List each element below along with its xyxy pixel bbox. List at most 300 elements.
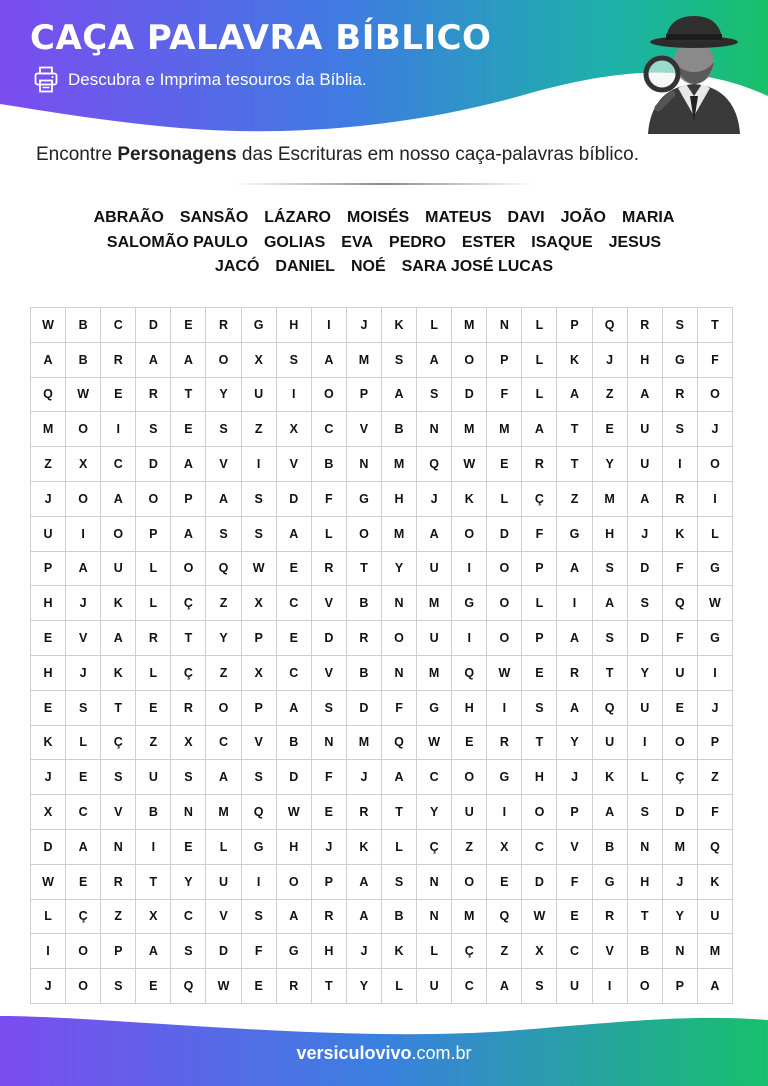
grid-cell: Z — [452, 830, 487, 865]
grid-cell: S — [522, 969, 557, 1004]
grid-cell: E — [31, 621, 66, 656]
grid-cell: V — [66, 621, 101, 656]
grid-cell: U — [31, 517, 66, 552]
grid-cell: Y — [628, 656, 663, 691]
grid-cell: L — [487, 482, 522, 517]
grid-cell: D — [277, 482, 312, 517]
grid-cell: F — [382, 691, 417, 726]
grid-cell: H — [277, 308, 312, 343]
grid-cell: R — [206, 308, 241, 343]
grid-cell: Ç — [522, 482, 557, 517]
grid-cell: M — [452, 900, 487, 935]
grid-cell: U — [206, 865, 241, 900]
word-list-item: SANSÃO — [179, 209, 249, 226]
grid-cell: E — [522, 656, 557, 691]
grid-cell: J — [312, 830, 347, 865]
grid-cell: Y — [557, 726, 592, 761]
grid-cell: E — [66, 760, 101, 795]
grid-cell: T — [557, 412, 592, 447]
grid-cell: L — [382, 969, 417, 1004]
grid-cell: J — [347, 934, 382, 969]
grid-cell: L — [206, 830, 241, 865]
intro-after: das Escrituras em nosso caça-palavras bíblico. — [236, 144, 639, 165]
grid-cell: S — [593, 552, 628, 587]
grid-cell: P — [698, 726, 733, 761]
grid-cell: W — [206, 969, 241, 1004]
grid-cell: O — [66, 482, 101, 517]
grid-cell: J — [31, 760, 66, 795]
grid-cell: R — [347, 795, 382, 830]
grid-cell: P — [136, 517, 171, 552]
grid-cell: P — [557, 795, 592, 830]
grid-cell: H — [382, 482, 417, 517]
grid-cell: X — [277, 412, 312, 447]
grid-cell: M — [31, 412, 66, 447]
grid-cell: R — [628, 308, 663, 343]
grid-cell: P — [242, 621, 277, 656]
grid-cell: Ç — [452, 934, 487, 969]
word-list — [40, 206, 728, 280]
grid-cell: E — [136, 969, 171, 1004]
grid-cell: S — [312, 691, 347, 726]
grid-cell: A — [417, 517, 452, 552]
grid-cell: W — [487, 656, 522, 691]
grid-cell: V — [593, 934, 628, 969]
grid-cell: C — [101, 308, 136, 343]
grid-cell: C — [101, 447, 136, 482]
grid-cell: N — [417, 900, 452, 935]
grid-cell: Y — [417, 795, 452, 830]
grid-cell: Ç — [66, 900, 101, 935]
word-list-item: ISAQUE — [531, 233, 593, 251]
grid-cell: U — [417, 969, 452, 1004]
grid-cell: V — [312, 656, 347, 691]
grid-cell: C — [417, 760, 452, 795]
grid-cell: O — [382, 621, 417, 656]
grid-cell: A — [277, 900, 312, 935]
grid-cell: R — [136, 378, 171, 413]
grid-cell: N — [487, 308, 522, 343]
grid-cell: O — [487, 586, 522, 621]
word-list-item: SARA JOSÉ LUCAS — [401, 258, 554, 275]
grid-cell: Q — [452, 656, 487, 691]
grid-cell: T — [698, 308, 733, 343]
grid-cell: E — [31, 691, 66, 726]
grid-cell: F — [242, 934, 277, 969]
grid-cell: E — [101, 378, 136, 413]
grid-cell: E — [171, 412, 206, 447]
grid-cell: E — [136, 691, 171, 726]
grid-cell: I — [628, 726, 663, 761]
grid-cell: X — [242, 343, 277, 378]
grid-cell: F — [663, 552, 698, 587]
footer-url[interactable] — [0, 1043, 768, 1064]
word-list-item: DAVI — [507, 209, 545, 226]
grid-cell: J — [347, 308, 382, 343]
grid-cell: L — [136, 656, 171, 691]
grid-cell: S — [382, 865, 417, 900]
grid-cell: I — [487, 691, 522, 726]
grid-cell: T — [101, 691, 136, 726]
grid-cell: Ç — [171, 656, 206, 691]
grid-cell: S — [242, 517, 277, 552]
grid-cell: I — [487, 795, 522, 830]
grid-cell: A — [628, 378, 663, 413]
grid-cell: A — [66, 552, 101, 587]
grid-cell: A — [557, 378, 592, 413]
grid-cell: J — [663, 865, 698, 900]
grid-cell: E — [171, 308, 206, 343]
grid-cell: R — [557, 656, 592, 691]
grid-cell: P — [31, 552, 66, 587]
grid-cell: Z — [136, 726, 171, 761]
grid-cell: Q — [242, 795, 277, 830]
grid-cell: J — [66, 656, 101, 691]
grid-cell: J — [698, 412, 733, 447]
grid-cell: A — [136, 934, 171, 969]
grid-cell: U — [628, 412, 663, 447]
grid-cell: S — [242, 760, 277, 795]
grid-cell: M — [663, 830, 698, 865]
grid-cell: L — [417, 934, 452, 969]
grid-cell: O — [487, 621, 522, 656]
grid-cell: D — [487, 517, 522, 552]
word-list-item: JESUS — [608, 233, 662, 251]
grid-cell: V — [557, 830, 592, 865]
grid-cell: D — [452, 378, 487, 413]
word-list-item: MOISÉS — [346, 209, 410, 226]
grid-cell: P — [487, 343, 522, 378]
grid-cell: S — [206, 412, 241, 447]
grid-cell: U — [136, 760, 171, 795]
grid-cell: I — [663, 447, 698, 482]
grid-cell: M — [347, 343, 382, 378]
grid-cell: O — [66, 969, 101, 1004]
grid-cell: H — [593, 517, 628, 552]
grid-cell: G — [663, 343, 698, 378]
subtitle-text: Descubra e Imprima tesouros da Bíblia. — [68, 70, 367, 89]
grid-cell: A — [312, 343, 347, 378]
grid-cell: C — [277, 656, 312, 691]
grid-cell: B — [347, 586, 382, 621]
divider-line — [234, 183, 534, 185]
grid-cell: W — [242, 552, 277, 587]
grid-cell: B — [382, 900, 417, 935]
grid-cell: D — [277, 760, 312, 795]
grid-cell: V — [312, 586, 347, 621]
grid-cell: N — [101, 830, 136, 865]
grid-cell: Z — [698, 760, 733, 795]
grid-cell: H — [522, 760, 557, 795]
grid-cell: S — [628, 795, 663, 830]
grid-cell: C — [171, 900, 206, 935]
grid-cell: Z — [557, 482, 592, 517]
grid-cell: I — [136, 830, 171, 865]
grid-cell: Z — [31, 447, 66, 482]
grid-cell: P — [101, 934, 136, 969]
grid-cell: G — [452, 586, 487, 621]
grid-cell: H — [452, 691, 487, 726]
grid-cell: N — [628, 830, 663, 865]
grid-cell: P — [242, 691, 277, 726]
grid-cell: B — [347, 656, 382, 691]
grid-cell: J — [66, 586, 101, 621]
grid-cell: U — [628, 691, 663, 726]
grid-cell: P — [312, 865, 347, 900]
grid-cell: K — [101, 656, 136, 691]
grid-cell: V — [101, 795, 136, 830]
grid-cell: K — [452, 482, 487, 517]
grid-cell: D — [206, 934, 241, 969]
grid-cell: A — [101, 621, 136, 656]
word-list-line — [40, 206, 728, 231]
grid-cell: A — [136, 343, 171, 378]
grid-cell: D — [312, 621, 347, 656]
grid-cell: M — [698, 934, 733, 969]
grid-cell: Q — [698, 830, 733, 865]
grid-cell: G — [698, 552, 733, 587]
grid-cell: J — [417, 482, 452, 517]
grid-cell: L — [522, 378, 557, 413]
grid-cell: L — [136, 586, 171, 621]
grid-cell: A — [557, 552, 592, 587]
grid-cell: R — [171, 691, 206, 726]
word-list-item: LÁZARO — [264, 209, 331, 226]
grid-cell: S — [242, 482, 277, 517]
grid-cell: K — [663, 517, 698, 552]
grid-cell: N — [171, 795, 206, 830]
grid-cell: J — [557, 760, 592, 795]
grid-cell: S — [242, 900, 277, 935]
grid-cell: I — [452, 621, 487, 656]
grid-cell: J — [698, 691, 733, 726]
grid-cell: A — [698, 969, 733, 1004]
word-list-item: EVA — [341, 233, 374, 251]
grid-cell: G — [242, 830, 277, 865]
grid-cell: V — [206, 900, 241, 935]
grid-cell: E — [277, 621, 312, 656]
word-list-item: SALOMÃO PAULO — [106, 233, 248, 251]
grid-cell: Q — [663, 586, 698, 621]
grid-cell: J — [31, 482, 66, 517]
grid-cell: R — [487, 726, 522, 761]
grid-cell: G — [417, 691, 452, 726]
grid-cell: X — [522, 934, 557, 969]
grid-cell: Ç — [101, 726, 136, 761]
grid-cell: O — [452, 343, 487, 378]
grid-cell: M — [417, 586, 452, 621]
grid-cell: F — [698, 343, 733, 378]
grid-cell: L — [628, 760, 663, 795]
grid-cell: Q — [31, 378, 66, 413]
grid-cell: O — [101, 517, 136, 552]
grid-cell: L — [522, 586, 557, 621]
grid-cell: T — [347, 552, 382, 587]
grid-cell: I — [698, 482, 733, 517]
grid-cell: B — [382, 412, 417, 447]
grid-cell: O — [452, 517, 487, 552]
grid-cell: U — [417, 621, 452, 656]
grid-cell: J — [347, 760, 382, 795]
grid-cell: B — [628, 934, 663, 969]
grid-cell: Z — [206, 656, 241, 691]
grid-cell: P — [171, 482, 206, 517]
word-list-item: JACÓ — [214, 258, 260, 275]
grid-cell: W — [66, 378, 101, 413]
grid-cell: O — [452, 865, 487, 900]
grid-cell: C — [557, 934, 592, 969]
grid-cell: Q — [417, 447, 452, 482]
grid-cell: G — [242, 308, 277, 343]
grid-cell: V — [242, 726, 277, 761]
grid-cell: U — [698, 900, 733, 935]
grid-cell: W — [452, 447, 487, 482]
word-search-grid — [30, 307, 733, 1004]
grid-cell: E — [452, 726, 487, 761]
grid-cell: A — [382, 378, 417, 413]
grid-cell: I — [242, 865, 277, 900]
grid-cell: D — [136, 447, 171, 482]
grid-cell: B — [593, 830, 628, 865]
grid-cell: W — [31, 308, 66, 343]
grid-cell: B — [277, 726, 312, 761]
grid-cell: Z — [242, 412, 277, 447]
grid-cell: S — [522, 691, 557, 726]
grid-cell: H — [31, 656, 66, 691]
grid-cell: K — [31, 726, 66, 761]
grid-cell: A — [206, 482, 241, 517]
grid-cell: G — [487, 760, 522, 795]
grid-cell: A — [277, 517, 312, 552]
grid-cell: A — [522, 412, 557, 447]
grid-cell: Q — [593, 691, 628, 726]
grid-cell: S — [101, 969, 136, 1004]
grid-cell: R — [101, 343, 136, 378]
grid-cell: M — [347, 726, 382, 761]
grid-cell: I — [31, 934, 66, 969]
grid-cell: Y — [206, 378, 241, 413]
grid-cell: I — [593, 969, 628, 1004]
grid-cell: A — [593, 586, 628, 621]
grid-cell: N — [382, 656, 417, 691]
grid-cell: F — [698, 795, 733, 830]
grid-cell: K — [382, 934, 417, 969]
grid-cell: G — [557, 517, 592, 552]
grid-cell: Z — [101, 900, 136, 935]
grid-cell: N — [312, 726, 347, 761]
grid-cell: C — [277, 586, 312, 621]
grid-cell: T — [628, 900, 663, 935]
grid-cell: C — [312, 412, 347, 447]
grid-cell: K — [347, 830, 382, 865]
grid-cell: V — [206, 447, 241, 482]
grid-cell: I — [277, 378, 312, 413]
grid-cell: R — [136, 621, 171, 656]
grid-cell: Y — [206, 621, 241, 656]
grid-cell: A — [101, 482, 136, 517]
grid-cell: M — [452, 308, 487, 343]
grid-cell: T — [312, 969, 347, 1004]
grid-cell: X — [66, 447, 101, 482]
grid-cell: A — [593, 795, 628, 830]
grid-cell: Y — [593, 447, 628, 482]
grid-cell: S — [663, 308, 698, 343]
grid-cell: P — [347, 378, 382, 413]
grid-cell: A — [628, 482, 663, 517]
grid-cell: G — [593, 865, 628, 900]
grid-cell: T — [522, 726, 557, 761]
grid-cell: W — [417, 726, 452, 761]
grid-cell: O — [66, 934, 101, 969]
grid-cell: I — [557, 586, 592, 621]
grid-cell: U — [663, 656, 698, 691]
grid-cell: X — [242, 656, 277, 691]
word-list-item: DANIEL — [275, 258, 335, 275]
grid-cell: S — [66, 691, 101, 726]
grid-cell: E — [593, 412, 628, 447]
grid-cell: O — [452, 760, 487, 795]
grid-cell: B — [66, 308, 101, 343]
grid-cell: Ç — [417, 830, 452, 865]
grid-cell: U — [452, 795, 487, 830]
grid-cell: D — [136, 308, 171, 343]
grid-cell: A — [557, 621, 592, 656]
grid-cell: A — [206, 760, 241, 795]
grid-cell: T — [557, 447, 592, 482]
grid-cell: A — [347, 865, 382, 900]
grid-cell: S — [277, 343, 312, 378]
grid-cell: T — [382, 795, 417, 830]
grid-cell: U — [628, 447, 663, 482]
word-list-item: NOÉ — [350, 258, 386, 275]
grid-cell: R — [522, 447, 557, 482]
grid-cell: H — [277, 830, 312, 865]
grid-cell: H — [312, 934, 347, 969]
grid-cell: U — [593, 726, 628, 761]
grid-cell: P — [522, 552, 557, 587]
grid-cell: D — [628, 552, 663, 587]
grid-cell: I — [242, 447, 277, 482]
intro-text — [36, 144, 639, 166]
grid-cell: B — [136, 795, 171, 830]
word-list-item: MATEUS — [425, 209, 492, 226]
detective-icon — [638, 12, 750, 134]
grid-cell: C — [452, 969, 487, 1004]
grid-cell: W — [31, 865, 66, 900]
grid-cell: R — [101, 865, 136, 900]
grid-cell: E — [171, 830, 206, 865]
grid-cell: N — [663, 934, 698, 969]
grid-cell: S — [382, 343, 417, 378]
grid-cell: C — [66, 795, 101, 830]
grid-cell: Q — [593, 308, 628, 343]
grid-cell: H — [628, 343, 663, 378]
grid-cell: B — [66, 343, 101, 378]
grid-cell: J — [593, 343, 628, 378]
printer-icon — [34, 66, 58, 94]
grid-cell: P — [522, 621, 557, 656]
grid-cell: L — [698, 517, 733, 552]
grid-cell: T — [171, 378, 206, 413]
grid-cell: E — [312, 795, 347, 830]
grid-cell: A — [31, 343, 66, 378]
grid-cell: W — [522, 900, 557, 935]
grid-cell: L — [417, 308, 452, 343]
grid-cell: U — [242, 378, 277, 413]
grid-cell: A — [487, 969, 522, 1004]
grid-cell: M — [452, 412, 487, 447]
word-list-item: JOÃO — [560, 209, 606, 226]
